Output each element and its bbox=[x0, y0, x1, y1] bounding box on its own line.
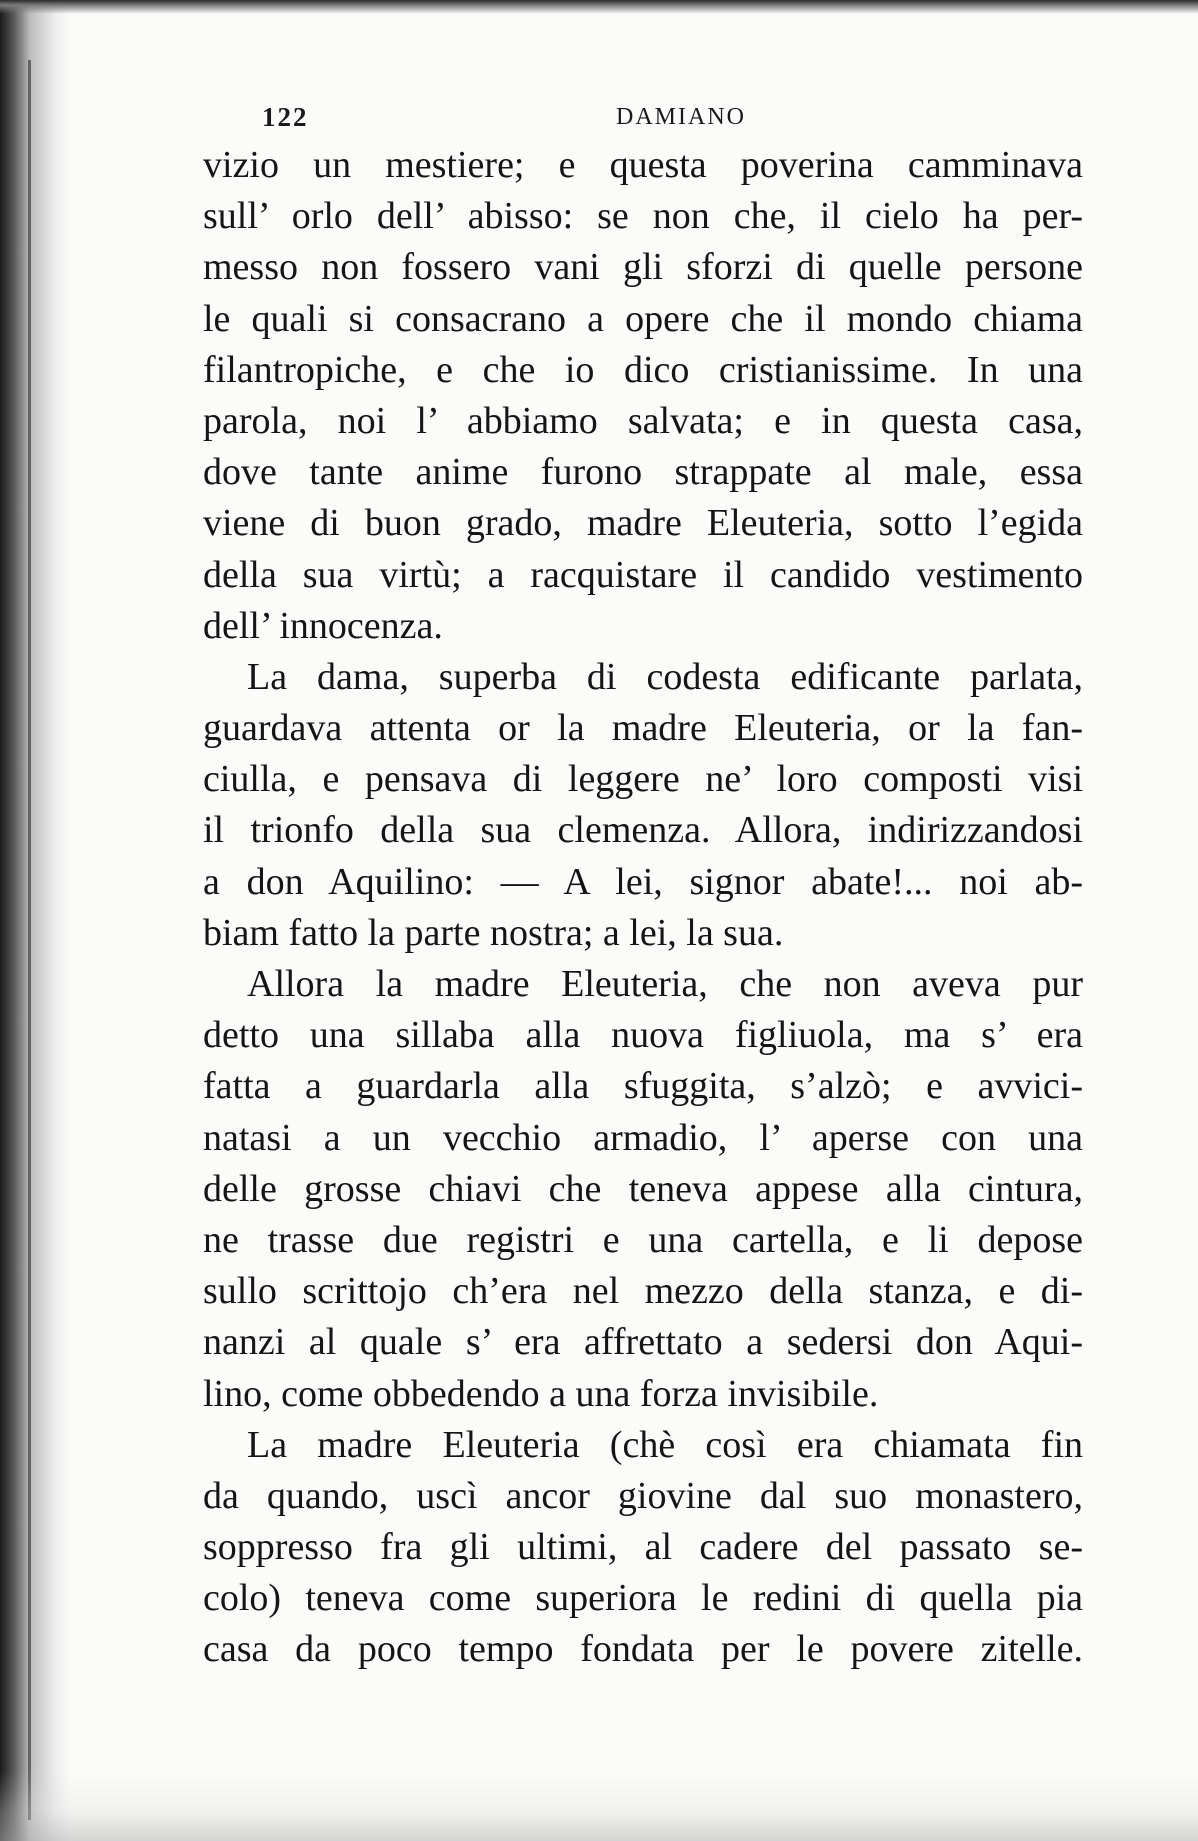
text-line: La madre Eleuteria (chè così era chiamata fin bbox=[247, 1423, 1083, 1466]
text-line: La dama, superba di codesta edificante parlata, bbox=[247, 655, 1083, 698]
text-line: guardava attenta or la madre Eleuteria, or la fan- bbox=[203, 707, 1083, 750]
text-line: le quali si consacrano a opere che il mondo chiama bbox=[203, 297, 1083, 340]
text-line: lino, come obbedendo a una forza invisibile. bbox=[203, 1372, 879, 1415]
text-line: casa da poco tempo fondata per le povere zitelle. bbox=[203, 1628, 1083, 1671]
text-line: natasi a un vecchio armadio, l’ aperse con una bbox=[203, 1116, 1083, 1159]
text-line: a don Aquilino: — A lei, signor abate!... noi ab- bbox=[203, 860, 1083, 903]
text-line: sullo scrittojo ch’era nel mezzo della stanza, e di- bbox=[203, 1270, 1083, 1313]
text-line: messo non fossero vani gli sforzi di quelle persone bbox=[203, 246, 1083, 289]
text-line: biam fatto la parte nostra; a lei, la sua. bbox=[203, 911, 784, 954]
text-line: Allora la madre Eleuteria, che non aveva pur bbox=[247, 963, 1083, 1005]
text-line: da quando, uscì ancor giovine dal suo monastero, bbox=[203, 1474, 1083, 1517]
running-title: DAMIANO bbox=[616, 104, 746, 130]
bottom-edge-shadow bbox=[0, 1771, 1198, 1841]
text-line: ciulla, e pensava di leggere ne’ loro composti visi bbox=[203, 758, 1083, 801]
text-line: parola, noi l’ abbiamo salvata; e in questa casa, bbox=[203, 399, 1083, 442]
binding-shadow bbox=[0, 0, 70, 1841]
text-line: detto una sillaba alla nuova figliuola, ma s’ era bbox=[203, 1014, 1083, 1057]
text-line: il trionfo della sua clemenza. Allora, indirizzandosi bbox=[203, 809, 1083, 852]
text-line: vizio un mestiere; e questa poverina camminava bbox=[203, 144, 1083, 186]
text-line: dove tante anime furono strappate al male, essa bbox=[203, 451, 1083, 494]
binding-edge bbox=[28, 60, 31, 1820]
page-number: 122 bbox=[262, 102, 309, 132]
top-edge-shadow bbox=[0, 0, 1198, 14]
text-line: ne trasse due registri e una cartella, e li depose bbox=[203, 1218, 1083, 1261]
text-line: filantropiche, e che io dico cristianissime. In una bbox=[203, 348, 1083, 391]
text-line: della sua virtù; a racquistare il candido vestimento bbox=[203, 553, 1083, 596]
text-line: dell’ innocenza. bbox=[203, 604, 443, 647]
text-line: viene di buon grado, madre Eleuteria, sotto l’egida bbox=[203, 502, 1083, 545]
text-line: delle grosse chiavi che teneva appese alla cintura, bbox=[203, 1167, 1083, 1210]
page-header bbox=[196, 102, 1086, 142]
text-line: soppresso fra gli ultimi, al cadere del passato se- bbox=[203, 1526, 1083, 1569]
text-line: colo) teneva come superiora le redini di quella pia bbox=[203, 1577, 1083, 1620]
text-line: nanzi al quale s’ era affrettato a sedersi don Aqui- bbox=[203, 1321, 1083, 1364]
text-line: fatta a guardarla alla sfuggita, s’alzò; e avvici- bbox=[203, 1065, 1083, 1108]
body-text bbox=[203, 140, 1083, 1676]
text-line: sull’ orlo dell’ abisso: se non che, il cielo ha per- bbox=[203, 195, 1083, 238]
